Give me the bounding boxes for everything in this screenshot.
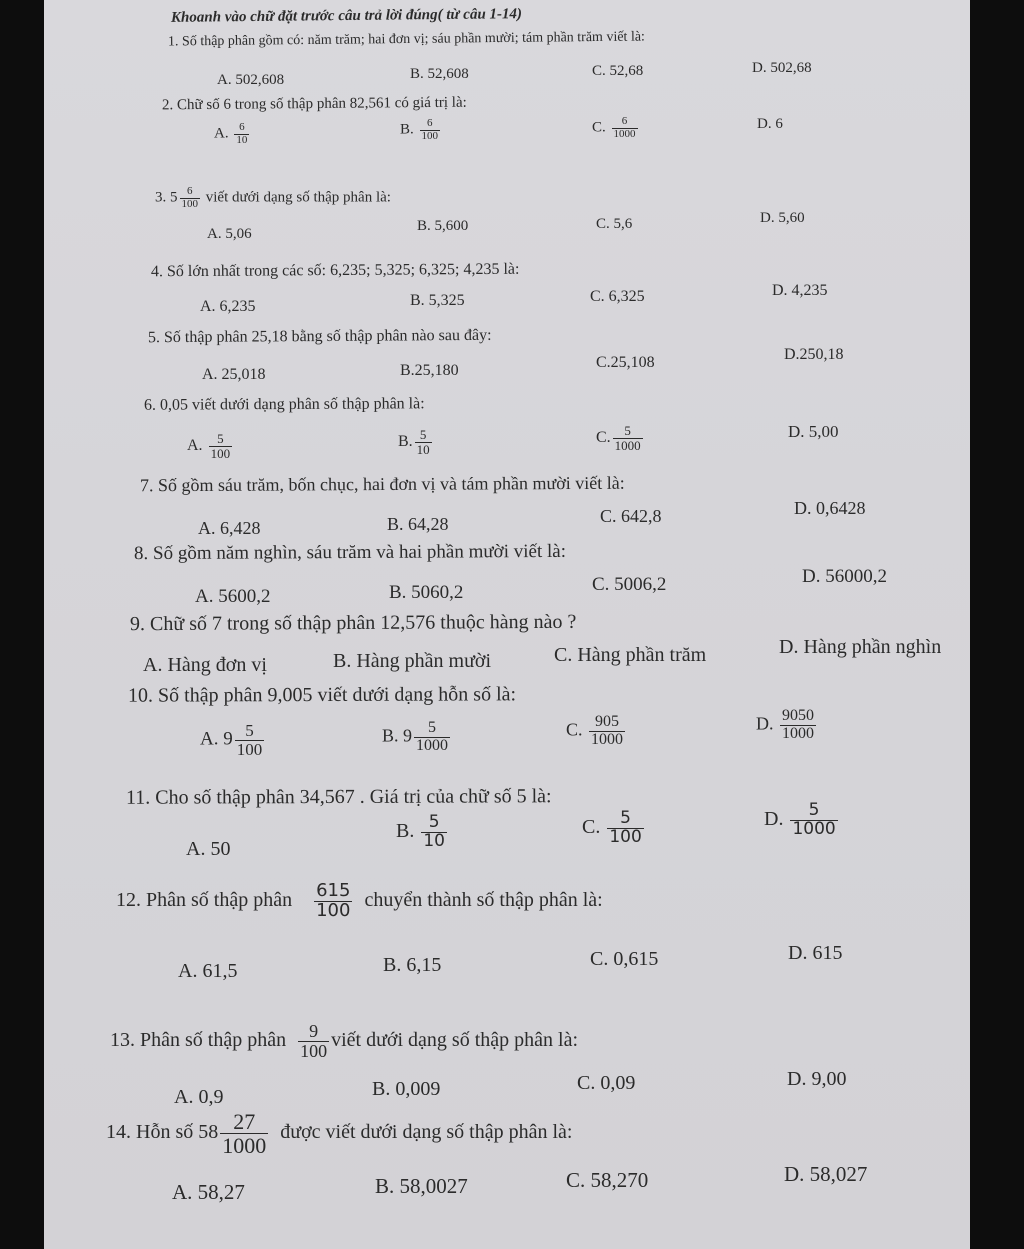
q1-option-c[interactable]: C. 52,68 xyxy=(592,63,644,79)
question-7: 7. Số gồm sáu trăm, bốn chục, hai đơn vị và tám phần mười viết là: xyxy=(139,472,625,496)
q9-option-a[interactable]: A. Hàng đơn vị xyxy=(143,654,267,676)
q1-option-b[interactable]: B. 52,608 xyxy=(410,66,469,82)
fraction: $\frac{9}{100}$ xyxy=(300,1021,328,1061)
q12-option-b[interactable]: B. 6,15 xyxy=(383,954,442,976)
fraction: $\frac{615}{100}$ xyxy=(316,880,351,921)
q5-option-c[interactable]: C.25,108 xyxy=(596,354,655,371)
fraction: $\frac{5}{100}$ xyxy=(210,431,231,461)
q11-option-b[interactable]: B. $\frac{5}{10}$ xyxy=(396,812,445,851)
fraction: $\frac{9050}{1000}$ xyxy=(782,707,814,742)
q4-option-d[interactable]: D. 4,235 xyxy=(772,282,828,299)
q2-option-d[interactable]: D. 6 xyxy=(757,116,783,132)
q10-option-c[interactable]: C. $\frac{905}{1000}$ xyxy=(566,713,624,748)
q8-option-a[interactable]: A. 5600,2 xyxy=(195,586,271,607)
fraction: $\frac{6}{1000}$ xyxy=(613,115,636,140)
q6-option-b[interactable]: B. $\frac{5}{10}$ xyxy=(398,427,430,457)
q11-option-c[interactable]: C. $\frac{5}{100}$ xyxy=(582,808,642,847)
q12-option-c[interactable]: C. 0,615 xyxy=(590,948,659,970)
q3-option-a[interactable]: A. 5,06 xyxy=(207,226,252,242)
fraction: $\frac{5}{10}$ xyxy=(423,812,445,851)
q10-option-a[interactable]: A. 9 $\frac{5}{100}$ xyxy=(200,721,263,759)
question-6: 6. 0,05 viết dưới dạng phân số thập phân là: xyxy=(143,395,425,414)
question-5: 5. Số thập phân 25,18 bằng số thập phân nào sau đây: xyxy=(147,326,492,347)
q11-option-d[interactable]: D. $\frac{5}{1000}$ xyxy=(764,800,836,839)
fraction: $\frac{5}{100}$ xyxy=(609,808,642,847)
fraction: $\frac{6}{10}$ xyxy=(236,121,248,146)
worksheet-page xyxy=(44,0,970,1249)
question-9: 9. Chữ số 7 trong số thập phân 12,576 thuộc hàng nào ? xyxy=(129,610,577,636)
q6-option-a[interactable]: A. $\frac{5}{100}$ xyxy=(187,431,231,461)
q2-option-a[interactable]: A. $\frac{6}{10}$ xyxy=(214,121,248,146)
q1-option-a[interactable]: A. 502,608 xyxy=(217,72,285,88)
q7-option-b[interactable]: B. 64,28 xyxy=(387,514,449,534)
fraction: $\frac{27}{1000}$ xyxy=(222,1109,267,1159)
q5-option-a[interactable]: A. 25,018 xyxy=(202,366,266,383)
q13-option-d[interactable]: D. 9,00 xyxy=(787,1068,847,1090)
question-3: 3. 5 $\frac{6}{100}$ viết dưới dạng số thập phân là: xyxy=(155,185,391,210)
q7-option-a[interactable]: A. 6,428 xyxy=(198,518,261,538)
q13-option-c[interactable]: C. 0,09 xyxy=(577,1072,636,1094)
q14-option-a[interactable]: A. 58,27 xyxy=(172,1180,245,1204)
fraction: $\frac{5}{1000}$ xyxy=(416,719,449,754)
q2-option-b[interactable]: B. $\frac{6}{100}$ xyxy=(400,117,439,142)
question-14: 14. Hỗn số 58 $\frac{27}{1000}$ được viết dưới dạng số thập phân là: xyxy=(106,1109,573,1159)
question-8: 8. Số gồm năm nghìn, sáu trăm và hai phần mười viết là: xyxy=(133,540,567,565)
q2-option-c[interactable]: C. $\frac{6}{1000}$ xyxy=(592,115,636,140)
question-12: 12. Phân số thập phân $\frac{615}{100}$ chuyển thành số thập phân là: xyxy=(116,880,603,921)
fraction: $\frac{5}{100}$ xyxy=(236,721,263,759)
q11-option-a[interactable]: A. 50 xyxy=(186,838,231,860)
fraction: $\frac{905}{1000}$ xyxy=(591,713,624,748)
q8-option-b[interactable]: B. 5060,2 xyxy=(389,582,464,603)
q4-option-a[interactable]: A. 6,235 xyxy=(200,298,256,315)
q8-option-d[interactable]: D. 56000,2 xyxy=(802,566,887,587)
question-4: 4. Số lớn nhất trong các số: 6,235; 5,325; 6,325; 4,235 là: xyxy=(150,260,520,281)
q9-option-c[interactable]: C. Hàng phần trăm xyxy=(554,644,707,666)
q3-option-b[interactable]: B. 5,600 xyxy=(417,218,469,234)
worksheet-title: Khoanh vào chữ đặt trước câu trả lời đúng( từ câu 1-14) xyxy=(170,6,523,26)
q13-option-a[interactable]: A. 0,9 xyxy=(174,1086,224,1108)
q4-option-b[interactable]: B. 5,325 xyxy=(410,292,465,309)
q7-option-d[interactable]: D. 0,6428 xyxy=(794,498,866,518)
question-2: 2. Chữ số 6 trong số thập phân 82,561 có giá trị là: xyxy=(161,94,467,114)
question-1: 1. Số thập phân gồm có: năm trăm; hai đơn vị; sáu phần mười; tám phần trăm viết là: xyxy=(167,29,645,50)
q8-option-c[interactable]: C. 5006,2 xyxy=(592,574,667,595)
question-13: 13. Phân số thập phân $\frac{9}{100}$ viết dưới dạng số thập phân là: xyxy=(110,1021,579,1061)
q6-option-d[interactable]: D. 5,00 xyxy=(788,422,839,441)
q14-option-d[interactable]: D. 58,027 xyxy=(784,1162,868,1186)
q5-option-b[interactable]: B.25,180 xyxy=(400,362,459,379)
q10-option-b[interactable]: B. 9 $\frac{5}{1000}$ xyxy=(382,719,449,754)
q3-option-c[interactable]: C. 5,6 xyxy=(596,216,633,232)
question-10: 10. Số thập phân 9,005 viết dưới dạng hỗn số là: xyxy=(127,683,517,707)
q12-option-d[interactable]: D. 615 xyxy=(788,942,843,964)
q6-option-c[interactable]: C. $\frac{5}{1000}$ xyxy=(596,423,641,453)
q9-option-b[interactable]: B. Hàng phần mười xyxy=(333,650,492,672)
q14-option-c[interactable]: C. 58,270 xyxy=(566,1168,649,1192)
fraction: $\frac{5}{1000}$ xyxy=(614,423,641,453)
fraction: $\frac{6}{100}$ xyxy=(181,185,198,210)
q1-option-d[interactable]: D. 502,68 xyxy=(752,60,812,76)
q10-option-d[interactable]: D. $\frac{9050}{1000}$ xyxy=(756,707,814,742)
fraction: $\frac{5}{10}$ xyxy=(416,427,430,457)
q14-option-b[interactable]: B. 58,0027 xyxy=(375,1174,468,1198)
q3-option-d[interactable]: D. 5,60 xyxy=(760,210,805,226)
fraction: $\frac{5}{1000}$ xyxy=(792,800,836,839)
q12-option-a[interactable]: A. 61,5 xyxy=(178,960,238,982)
fraction: $\frac{6}{100}$ xyxy=(421,117,439,142)
q4-option-c[interactable]: C. 6,325 xyxy=(590,288,645,305)
q13-option-b[interactable]: B. 0,009 xyxy=(372,1078,441,1100)
q9-option-d[interactable]: D. Hàng phần nghìn xyxy=(779,636,942,658)
question-11: 11. Cho số thập phân 34,567 . Giá trị của chữ số 5 là: xyxy=(125,785,552,809)
q5-option-d[interactable]: D.250,18 xyxy=(784,346,844,363)
q7-option-c[interactable]: C. 642,8 xyxy=(600,506,662,526)
